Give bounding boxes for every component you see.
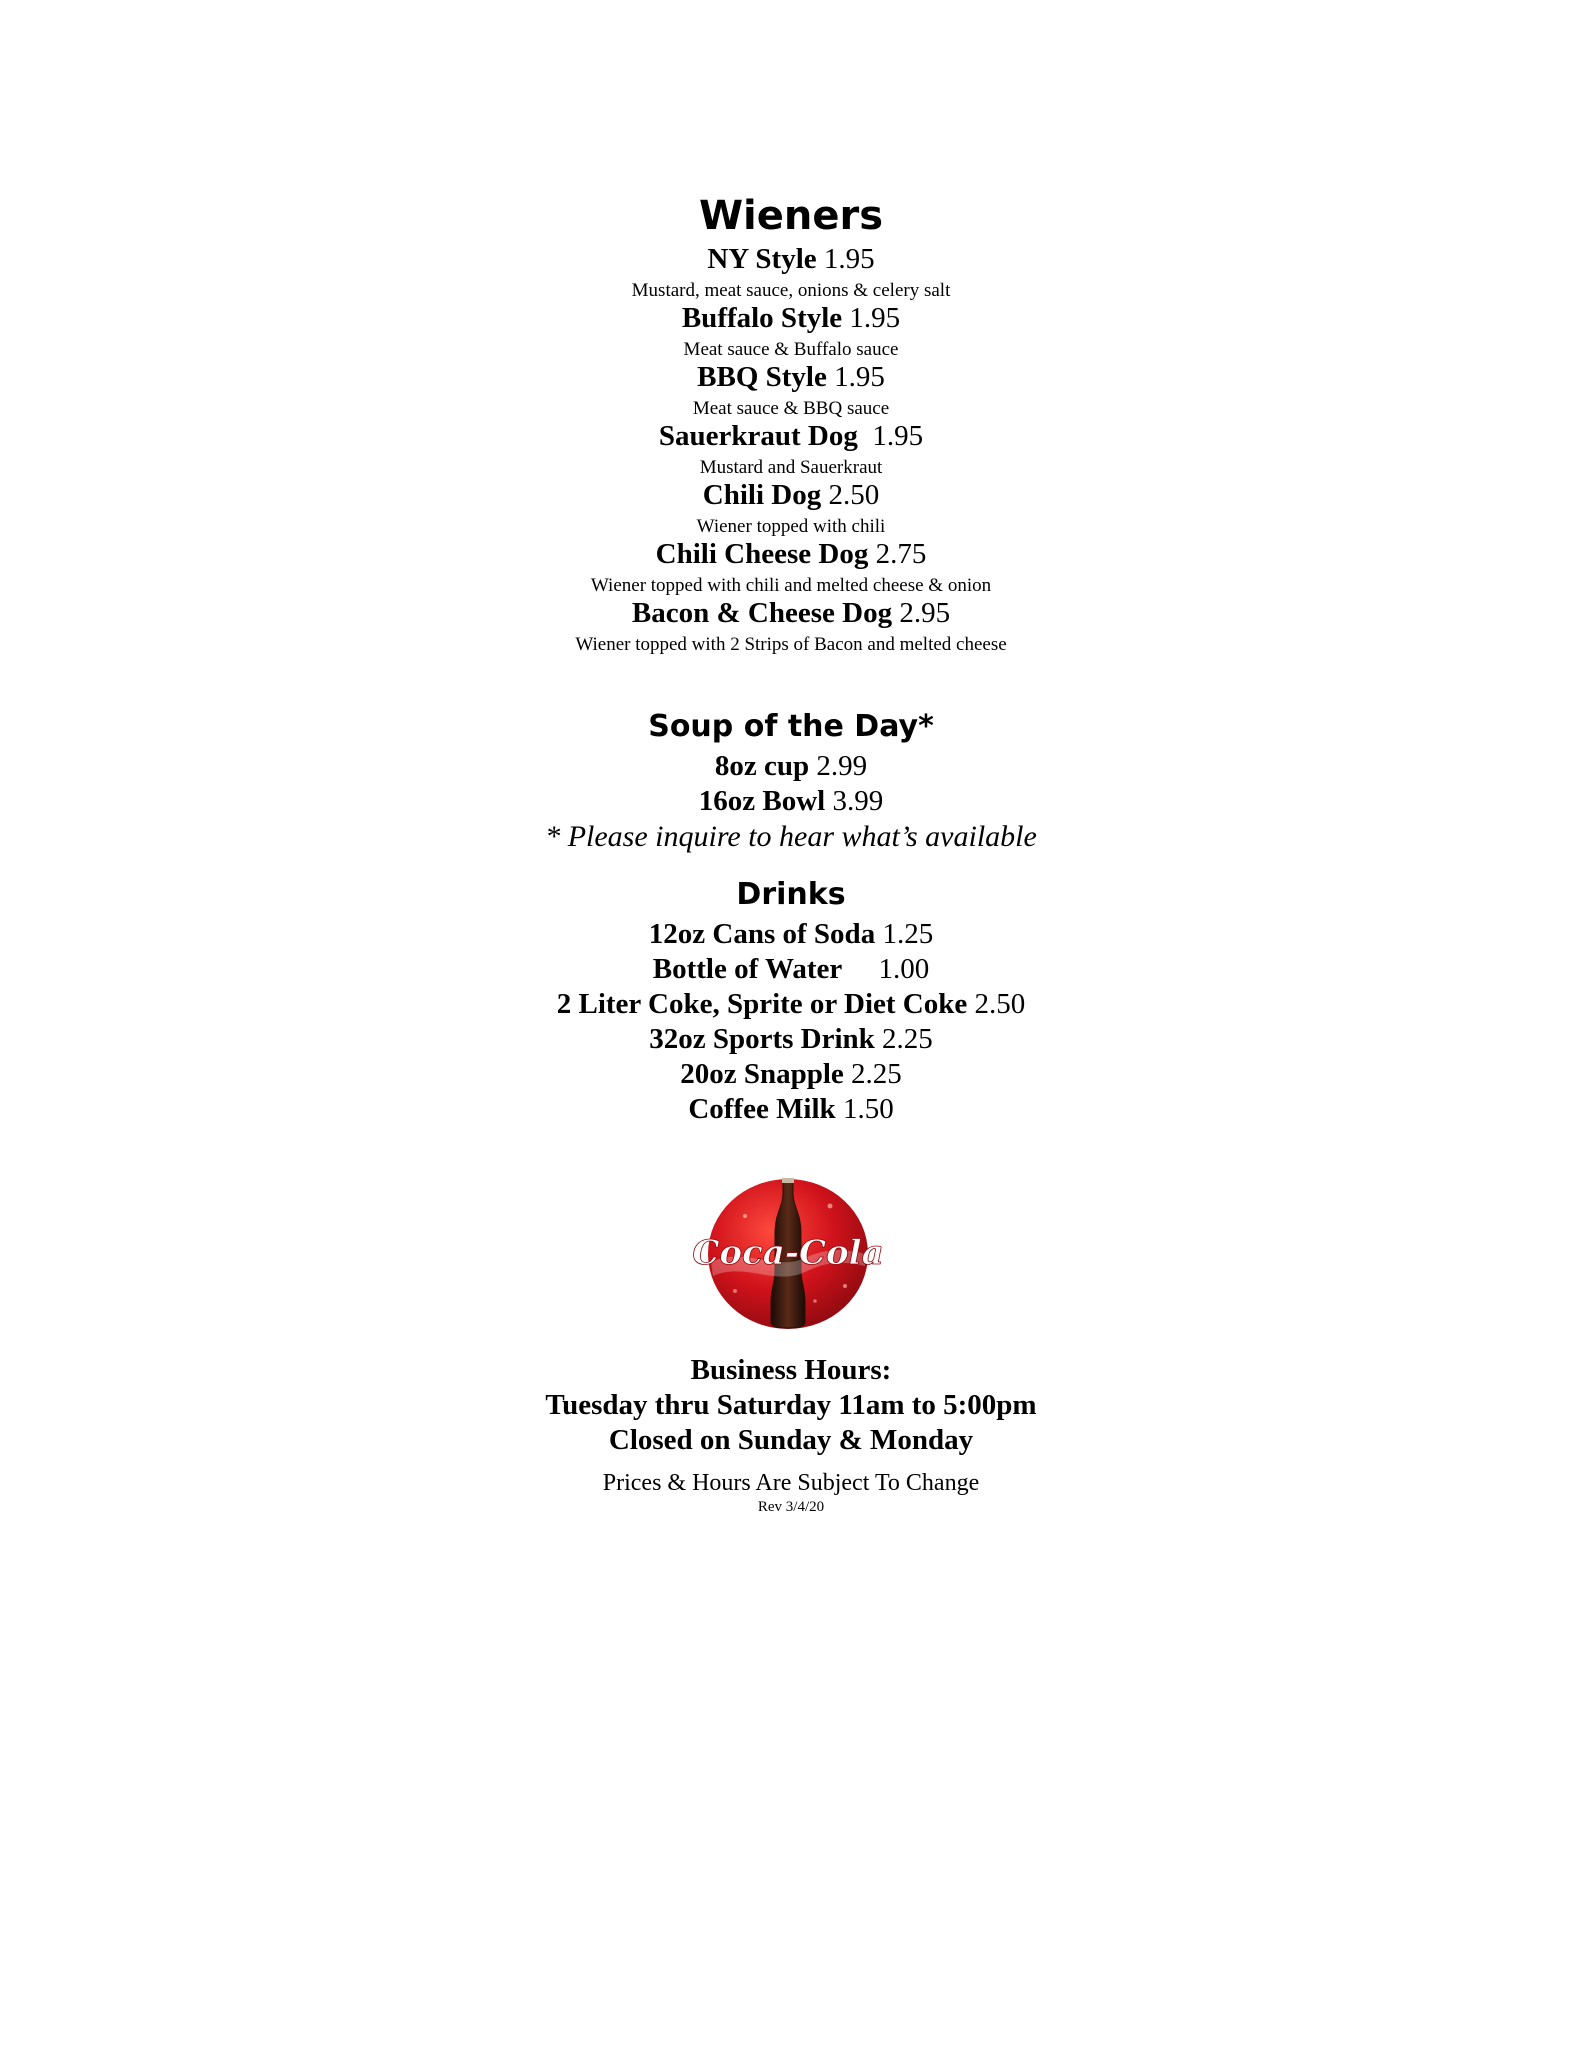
hours-heading: Business Hours: <box>690 1354 892 1386</box>
item-price: 1.95 <box>872 420 924 452</box>
item-line <box>0 363 1582 392</box>
item-name: Chili Cheese Dog <box>655 538 869 570</box>
item-line <box>0 1095 1582 1124</box>
item-price: 2.75 <box>875 538 927 570</box>
item-price: 2.50 <box>828 479 880 511</box>
drinks-item-0 <box>0 920 1582 949</box>
soup-item-1 <box>0 787 1582 816</box>
wieners-item-4 <box>0 481 1582 510</box>
item-line <box>0 245 1582 274</box>
item-description: Meat sauce & BBQ sauce <box>692 398 890 419</box>
disclaimer: Prices & Hours Are Subject To Change <box>602 1470 980 1496</box>
item-description: Wiener topped with chili <box>696 516 886 537</box>
item-name: NY Style <box>707 243 817 275</box>
drinks-item-2 <box>0 990 1582 1019</box>
item-line <box>0 1060 1582 1089</box>
disclaimer-block <box>0 1471 1582 1495</box>
hours-heading-block <box>0 1356 1582 1385</box>
item-line <box>0 599 1582 628</box>
wieners-item-2 <box>0 363 1582 392</box>
item-price: 2.95 <box>899 597 951 629</box>
item-line <box>0 481 1582 510</box>
wieners-item-2-desc-block <box>0 399 1582 418</box>
item-line <box>0 990 1582 1019</box>
coca-cola-disc-icon <box>692 1176 884 1332</box>
item-price: 1.95 <box>849 302 901 334</box>
soup-heading: Soup of the Day* <box>648 709 934 744</box>
coca-cola-script: Coca-Cola <box>692 1233 884 1273</box>
coca-cola-logo <box>692 1176 884 1332</box>
item-description: Mustard, meat sauce, onions & celery salt <box>631 280 951 301</box>
item-description: Wiener topped with chili and melted cheese & onion <box>590 575 992 596</box>
item-name: 32oz Sports Drink <box>649 1023 875 1055</box>
hours-closed-block <box>0 1426 1582 1455</box>
wieners-heading-block <box>0 193 1582 239</box>
item-line <box>0 787 1582 816</box>
item-line <box>0 920 1582 949</box>
item-price: 1.95 <box>823 243 875 275</box>
item-description: Meat sauce & Buffalo sauce <box>683 339 899 360</box>
drinks-heading: Drinks <box>736 877 846 912</box>
wieners-item-4-desc-block <box>0 517 1582 536</box>
item-description: Mustard and Sauerkraut <box>699 457 883 478</box>
soup-note: * Please inquire to hear what’s available <box>545 820 1037 853</box>
revision-block <box>0 1500 1582 1515</box>
drinks-item-1 <box>0 955 1582 984</box>
soup-heading-block <box>0 709 1582 744</box>
item-description: Wiener topped with 2 Strips of Bacon and melted cheese <box>575 634 1007 655</box>
item-line <box>0 752 1582 781</box>
wieners-item-6-desc-block <box>0 635 1582 654</box>
wieners-heading: Wieners <box>698 193 884 239</box>
revision-date: Rev 3/4/20 <box>757 1499 825 1515</box>
wieners-item-0-desc-block <box>0 281 1582 300</box>
wieners-item-5-desc-block <box>0 576 1582 595</box>
wieners-item-6 <box>0 599 1582 628</box>
soup-note-block <box>0 822 1582 852</box>
soup-item-0 <box>0 752 1582 781</box>
hours-days-block <box>0 1391 1582 1420</box>
item-price: 2.50 <box>974 988 1026 1020</box>
wieners-item-3-desc-block <box>0 458 1582 477</box>
item-price: 1.50 <box>842 1093 894 1125</box>
item-name: Buffalo Style <box>681 302 843 334</box>
item-line <box>0 1025 1582 1054</box>
item-line <box>0 422 1582 451</box>
item-name: Chili Dog <box>702 479 822 511</box>
wieners-item-1 <box>0 304 1582 333</box>
drinks-heading-block <box>0 877 1582 912</box>
item-line <box>0 304 1582 333</box>
item-price: 1.25 <box>882 918 934 950</box>
item-line <box>0 955 1582 984</box>
item-name: BBQ Style <box>697 361 827 393</box>
wieners-item-1-desc-block <box>0 340 1582 359</box>
hours-days: Tuesday thru Saturday 11am to 5:00pm <box>545 1389 1037 1421</box>
wieners-item-0 <box>0 245 1582 274</box>
drinks-item-5 <box>0 1095 1582 1124</box>
wieners-item-3 <box>0 422 1582 451</box>
item-price: 1.00 <box>878 953 930 985</box>
drinks-item-3 <box>0 1025 1582 1054</box>
item-name: 2 Liter Coke, Sprite or Diet Coke <box>556 988 968 1020</box>
item-price: 2.25 <box>882 1023 933 1055</box>
item-name: Coffee Milk <box>688 1093 836 1125</box>
item-price: 2.99 <box>816 750 868 782</box>
item-line <box>0 540 1582 569</box>
item-name: 12oz Cans of Soda <box>648 918 876 950</box>
hours-closed: Closed on Sunday & Monday <box>608 1424 974 1456</box>
item-name: 16oz Bowl <box>698 785 826 817</box>
item-name: Bacon & Cheese Dog <box>631 597 893 629</box>
item-name: Sauerkraut Dog <box>658 420 858 452</box>
drinks-item-4 <box>0 1060 1582 1089</box>
item-name: Bottle of Water <box>652 953 843 985</box>
item-name: 8oz cup <box>714 750 810 782</box>
item-price: 3.99 <box>832 785 884 817</box>
wieners-item-5 <box>0 540 1582 569</box>
item-name: 20oz Snapple <box>680 1058 844 1090</box>
item-price: 2.25 <box>851 1058 902 1090</box>
item-price: 1.95 <box>834 361 885 393</box>
